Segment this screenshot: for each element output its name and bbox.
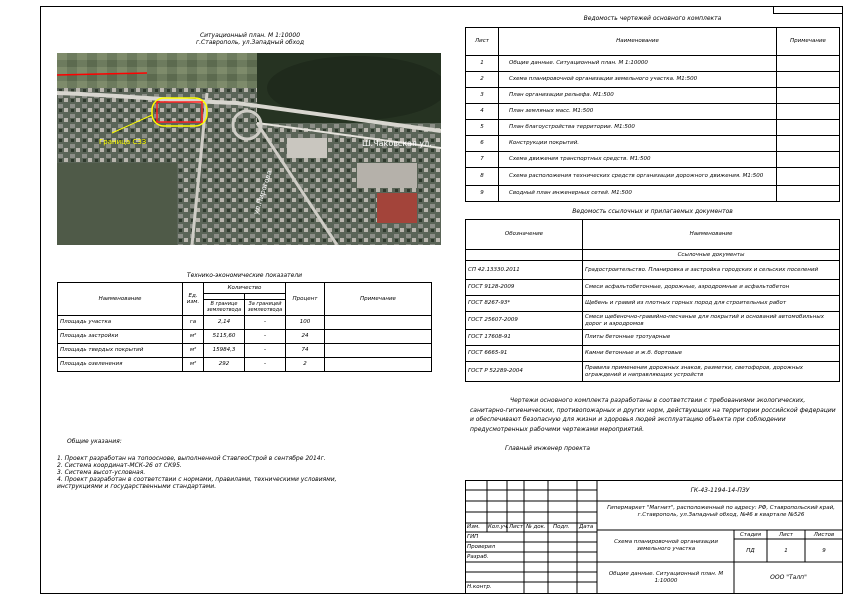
row-note (777, 120, 840, 136)
label-street-pirogova: ул.Пирогова (252, 169, 274, 216)
tep-unit: м² (183, 358, 204, 372)
tep-name: Площадь озеленения (58, 358, 183, 372)
subheader-empty (466, 250, 583, 261)
table-row (466, 261, 840, 280)
row-num: 5 (466, 120, 499, 136)
row-num: 8 (466, 168, 499, 186)
general-note-item: 3. Система высот-условная. (57, 469, 146, 476)
tep-h-note: Примечание (325, 283, 432, 316)
ref-name: Градостроительство. Планировка и застройка городских и сельских поселений (583, 261, 840, 280)
tep-h-qty: Количество (204, 283, 286, 294)
refs-subheader-row (466, 250, 840, 261)
tep-pct: 74 (286, 344, 325, 358)
tep-unit: м² (183, 330, 204, 344)
tep-pct: 100 (286, 316, 325, 330)
row-name: Сводный план инженерных сетей. М1:500 (499, 186, 777, 202)
table-row (466, 120, 840, 136)
general-note-item: 2. Система координат-МСК-26 от СК95. (57, 462, 182, 469)
tep-caption: Технико-экономические показатели (186, 272, 303, 279)
col-note: Примечание (777, 28, 840, 56)
row-note (777, 186, 840, 202)
tep-in: 15984,3 (204, 344, 245, 358)
stamp-h-sheet: Лист (779, 532, 793, 538)
situation-map-photo (57, 53, 441, 245)
stamp-role-developed: Разраб. (467, 554, 489, 560)
ref-code: ГОСТ 6665-91 (466, 346, 583, 362)
stamp-col-date: Дата (579, 524, 594, 530)
tep-h-in: В границе землеотвода (204, 300, 245, 316)
aerial-photo-graphic (57, 53, 441, 245)
format-stub (773, 6, 843, 14)
row-note (777, 168, 840, 186)
drawings-list-caption: Ведомость чертежей основного комплекта (583, 15, 722, 22)
stamp-col-kolvo: Кол.уч. (488, 524, 509, 530)
ref-code: СП 42.13330.2011 (466, 261, 583, 280)
stamp-role-gip: ГИП (467, 534, 479, 540)
stamp-h-stage: Стадия (739, 532, 762, 538)
stamp-sheet-name: Схема планировочной организации земельного участка (614, 539, 718, 552)
ref-name: Щебень и гравий из плотных горных пород для строительных работ (583, 296, 840, 312)
map-title-line1: Ситуационный план. М 1:10000 (199, 32, 301, 39)
ref-code: ГОСТ Р 52289-2004 (466, 362, 583, 382)
table-row (466, 104, 840, 120)
stamp-sheets: 9 (822, 548, 826, 554)
ref-name: Правила применения дорожных знаков, разметки, светофоров, дорожных ограждений и направляющих устройств (583, 362, 840, 382)
chief-engineer-label: Главный инженер проекта (505, 445, 590, 452)
label-border-szz: Граница СЗЗ (99, 138, 147, 146)
statement-text: Чертежи основного комплекта разработаны в соответствии с требованиями экологических, санитарно-гигиенических, противопожарных и других норм, действующих на территории российской федерации и обеспечивают безопасную для жизни и здоровья людей эксплуатацию объекта при соблюдении предусмотренных рабочими чертежами мероприятий. (470, 397, 836, 433)
tep-unit: га (183, 316, 204, 330)
row-num: 6 (466, 136, 499, 152)
ref-name: Плиты бетонные тротуарные (583, 330, 840, 346)
row-name: Схема движения транспортных средств. М1:500 (499, 152, 777, 168)
tep-name: Площадь застройки (58, 330, 183, 344)
stamp-role-checked: Проверил (467, 544, 496, 550)
table-row (466, 330, 840, 346)
stamp-object: Гипермаркет "Магнит", расположенный по адресу: РФ, Ставропольский край, г.Ставрополь, ул.Западный обход, №46 в квартале №526 (607, 505, 835, 518)
row-num: 1 (466, 56, 499, 72)
ref-name: Камни бетонные и ж.б. бортовые (583, 346, 840, 362)
col-code: Обозначение (466, 220, 583, 250)
refs-header-row (466, 220, 840, 250)
tep-header-row1 (58, 283, 432, 294)
general-note-item: 1. Проект разработан на топооснове, выполненной СтавгеоСтрой в сентябре 2014г. (57, 455, 326, 462)
table-row (58, 358, 432, 372)
ref-code: ГОСТ 25607-2009 (466, 312, 583, 330)
col-refname: Наименование (583, 220, 840, 250)
label-street-chakovskaya: Ш.Чаковская ул. (362, 139, 432, 148)
row-note (777, 104, 840, 120)
table-row (466, 312, 840, 330)
ref-code: ГОСТ 17608-91 (466, 330, 583, 346)
stamp-sheet: 1 (784, 548, 788, 554)
row-name: План организации рельефа. М1:500 (499, 88, 777, 104)
ref-name: Смеси асфальтобетонные, дорожные, аэродромные и асфальтобетон (583, 280, 840, 296)
stamp-col-sign: Подп. (553, 524, 570, 530)
tep-pct: 24 (286, 330, 325, 344)
tep-unit: м² (183, 344, 204, 358)
row-note (777, 152, 840, 168)
table-row (466, 362, 840, 382)
table-row (466, 280, 840, 296)
row-name: План земляных масс. М1:500 (499, 104, 777, 120)
map-title (140, 32, 360, 46)
tep-out: - (245, 330, 286, 344)
tep-h-name: Наименование (58, 283, 183, 316)
row-note (777, 136, 840, 152)
table-row (466, 136, 840, 152)
tep-in: 292 (204, 358, 245, 372)
drawings-header-row (466, 28, 840, 56)
stamp-col-list: Лист (509, 524, 523, 530)
row-num: 9 (466, 186, 499, 202)
row-num: 4 (466, 104, 499, 120)
tep-in: 5115,60 (204, 330, 245, 344)
row-num: 3 (466, 88, 499, 104)
table-row (58, 316, 432, 330)
tep-h-out: За границей землеотвода (245, 300, 286, 316)
ref-code: ГОСТ 9128-2009 (466, 280, 583, 296)
row-num: 7 (466, 152, 499, 168)
stamp-h-sheets: Листов (813, 532, 835, 538)
tep-note (325, 330, 432, 344)
tep-name: Площадь участка (58, 316, 183, 330)
table-row (466, 56, 840, 72)
row-name: План благоустройства территории. М1:500 (499, 120, 777, 136)
table-row (466, 152, 840, 168)
stamp-drawing-name: Общие данные. Ситуационный план. М 1:10000 (608, 571, 724, 584)
table-row (466, 88, 840, 104)
tep-h-pct: Процент (286, 283, 325, 316)
row-name: Конструкции покрытий. (499, 136, 777, 152)
refs-list-caption: Ведомость ссылочных и прилагаемых документов (572, 208, 733, 215)
general-notes-title: Общие указания: (67, 438, 122, 445)
row-note (777, 88, 840, 104)
ref-code: ГОСТ 8267-93* (466, 296, 583, 312)
tep-name: Площадь твердых покрытий (58, 344, 183, 358)
row-num: 2 (466, 72, 499, 88)
table-row (466, 346, 840, 362)
stamp-role-ncontrol: Н.контр. (467, 584, 492, 590)
title-block (465, 480, 843, 594)
row-name: Общие данные. Ситуационный план. М 1:10000 (499, 56, 777, 72)
col-sheet: Лист (466, 28, 499, 56)
drawings-list-table (465, 27, 840, 202)
table-row (58, 330, 432, 344)
col-name: Наименование (499, 28, 777, 56)
table-row (466, 296, 840, 312)
tep-out: - (245, 358, 286, 372)
tep-out: - (245, 316, 286, 330)
table-row (58, 344, 432, 358)
tep-note (325, 316, 432, 330)
ref-name: Смеси щебеночно-гравийно-песчаные для покрытий и оснований автомобильных дорог и аэродромов (583, 312, 840, 330)
stamp-code: ГК-43-1194-14-ПЗУ (690, 487, 750, 494)
tep-note (325, 344, 432, 358)
row-note (777, 72, 840, 88)
stamp-stage: ПД (746, 548, 755, 554)
tep-in: 2,14 (204, 316, 245, 330)
stamp-org: ООО "Талп" (770, 574, 807, 581)
tep-note (325, 358, 432, 372)
row-name: Схема планировочной организации земельного участка. М1:500 (499, 72, 777, 88)
row-note (777, 56, 840, 72)
tep-pct: 2 (286, 358, 325, 372)
table-row (466, 168, 840, 186)
stamp-col-doc: № док. (526, 524, 546, 530)
row-name: Схема расположения технических средств организации дорожного движения. М1:500 (499, 168, 777, 186)
table-row (466, 186, 840, 202)
refs-subheader: Ссылочные документы (583, 250, 840, 261)
general-notes (57, 438, 367, 490)
map-title-line2: г.Ставрополь, ул.Западный обход (196, 39, 304, 46)
stamp-col-izm: Изм. (467, 524, 480, 530)
tep-out: - (245, 344, 286, 358)
general-note-item: 4. Проект разработан в соответствии с нормами, правилами, техническими условиями, инструкциями и государственными стандартами. (57, 476, 337, 490)
tep-h-unit: Ед. изм. (183, 283, 204, 316)
table-row (466, 72, 840, 88)
tep-table (57, 282, 432, 372)
refs-list-table (465, 219, 840, 382)
